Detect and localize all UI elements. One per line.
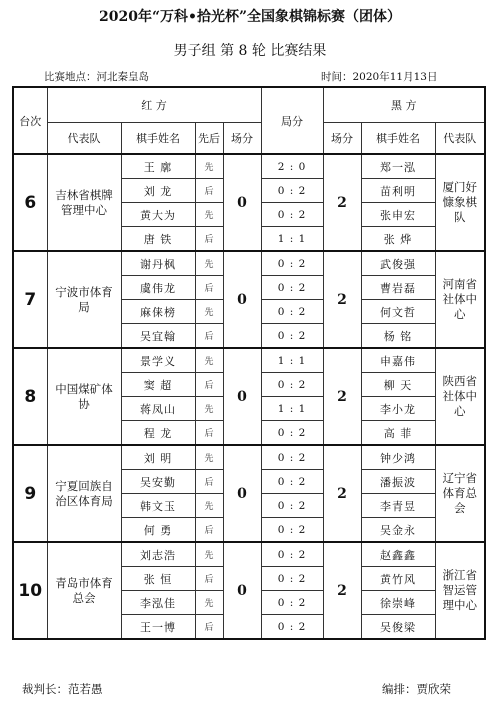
red-player-name: 麻俫榜 — [121, 300, 195, 324]
black-player-name: 高 菲 — [361, 421, 435, 446]
game-score: 0 : 2 — [261, 203, 323, 227]
move-order: 先 — [195, 251, 223, 276]
red-team-name: 宁波市体育局 — [47, 251, 121, 348]
game-score: 0 : 2 — [261, 179, 323, 203]
red-match-points: 0 — [223, 154, 261, 251]
red-team-name: 吉林省棋牌管理中心 — [47, 154, 121, 251]
red-player-name: 何 勇 — [121, 518, 195, 543]
table-number: 6 — [13, 154, 47, 251]
black-team-name: 厦门好慷象棋队 — [435, 154, 485, 251]
game-score: 1 : 1 — [261, 348, 323, 373]
header-black-team: 代表队 — [435, 123, 485, 155]
red-player-name: 刘志浩 — [121, 542, 195, 567]
game-score: 0 : 2 — [261, 324, 323, 349]
move-order: 先 — [195, 203, 223, 227]
game-score: 0 : 2 — [261, 276, 323, 300]
move-order: 先 — [195, 591, 223, 615]
red-player-name: 王 廓 — [121, 154, 195, 179]
move-order: 先 — [195, 397, 223, 421]
black-player-name: 何文哲 — [361, 300, 435, 324]
game-score: 2 : 0 — [261, 154, 323, 179]
black-player-name: 徐崇峰 — [361, 591, 435, 615]
move-order: 先 — [195, 494, 223, 518]
game-score: 0 : 2 — [261, 567, 323, 591]
header-game-score: 局分 — [261, 87, 323, 154]
black-player-name: 李小龙 — [361, 397, 435, 421]
black-player-name: 苗利明 — [361, 179, 435, 203]
table-number: 8 — [13, 348, 47, 445]
black-player-name: 吴金永 — [361, 518, 435, 543]
red-team-name: 中国煤矿体协 — [47, 348, 121, 445]
header-black-points: 场分 — [323, 123, 361, 155]
game-score: 0 : 2 — [261, 518, 323, 543]
move-order: 后 — [195, 227, 223, 252]
red-match-points: 0 — [223, 445, 261, 542]
header-black-side: 黑 方 — [323, 87, 485, 123]
red-player-name: 刘 明 — [121, 445, 195, 470]
header-red-side: 红 方 — [47, 87, 261, 123]
move-order: 后 — [195, 615, 223, 640]
move-order: 先 — [195, 154, 223, 179]
red-player-name: 谢丹枫 — [121, 251, 195, 276]
black-match-points: 2 — [323, 348, 361, 445]
table-number: 10 — [13, 542, 47, 639]
move-order: 先 — [195, 445, 223, 470]
red-player-name: 韩文玉 — [121, 494, 195, 518]
red-player-name: 吴宜翰 — [121, 324, 195, 349]
black-match-points: 2 — [323, 154, 361, 251]
game-score: 0 : 2 — [261, 615, 323, 640]
black-team-name: 陕西省社体中心 — [435, 348, 485, 445]
header-red-player: 棋手姓名 — [121, 123, 195, 155]
move-order: 后 — [195, 470, 223, 494]
red-match-points: 0 — [223, 251, 261, 348]
black-team-name: 河南省社体中心 — [435, 251, 485, 348]
game-score: 0 : 2 — [261, 300, 323, 324]
move-order: 后 — [195, 276, 223, 300]
black-player-name: 李青昱 — [361, 494, 435, 518]
game-score: 0 : 2 — [261, 373, 323, 397]
game-score: 0 : 2 — [261, 470, 323, 494]
move-order: 后 — [195, 421, 223, 446]
header-order: 先后 — [195, 123, 223, 155]
red-player-name: 吴安勤 — [121, 470, 195, 494]
black-player-name: 申嘉伟 — [361, 348, 435, 373]
red-player-name: 景学义 — [121, 348, 195, 373]
table-number: 7 — [13, 251, 47, 348]
black-team-name: 辽宁省体育总会 — [435, 445, 485, 542]
move-order: 后 — [195, 324, 223, 349]
table-number: 9 — [13, 445, 47, 542]
venue-text: 比赛地点：河北秦皇岛 — [44, 71, 149, 83]
red-team-name: 宁夏回族自治区体育局 — [47, 445, 121, 542]
header-red-points: 场分 — [223, 123, 261, 155]
game-score: 0 : 2 — [261, 591, 323, 615]
red-player-name: 虞伟龙 — [121, 276, 195, 300]
black-player-name: 钟少鸿 — [361, 445, 435, 470]
black-player-name: 潘振波 — [361, 470, 435, 494]
results-table — [12, 86, 486, 640]
game-score: 1 : 1 — [261, 397, 323, 421]
game-score: 1 : 1 — [261, 227, 323, 252]
page-title: 2020年“万科•拾光杯”全国象棋锦标赛（团体） — [98, 9, 402, 25]
black-player-name: 曹岩磊 — [361, 276, 435, 300]
header-table-no: 台次 — [13, 87, 47, 154]
move-order: 后 — [195, 373, 223, 397]
red-player-name: 唐 铁 — [121, 227, 195, 252]
move-order: 先 — [195, 542, 223, 567]
move-order: 后 — [195, 567, 223, 591]
game-score: 0 : 2 — [261, 445, 323, 470]
editor-text: 编排：贾欣荣 — [382, 682, 451, 696]
black-team-name: 浙江省智运管理中心 — [435, 542, 485, 639]
red-player-name: 窦 超 — [121, 373, 195, 397]
black-player-name: 郑一泓 — [361, 154, 435, 179]
black-match-points: 2 — [323, 251, 361, 348]
black-player-name: 张 烨 — [361, 227, 435, 252]
referee-text: 裁判长：范若愚 — [22, 682, 103, 696]
black-match-points: 2 — [323, 445, 361, 542]
red-player-name: 刘 龙 — [121, 179, 195, 203]
black-player-name: 黄竹风 — [361, 567, 435, 591]
black-player-name: 柳 天 — [361, 373, 435, 397]
date-text: 时间：2020年11月13日 — [321, 71, 438, 83]
red-player-name: 张 恒 — [121, 567, 195, 591]
red-match-points: 0 — [223, 348, 261, 445]
black-player-name: 张申宏 — [361, 203, 435, 227]
red-player-name: 黄大为 — [121, 203, 195, 227]
black-match-points: 2 — [323, 542, 361, 639]
game-score: 0 : 2 — [261, 542, 323, 567]
move-order: 先 — [195, 348, 223, 373]
red-team-name: 青岛市体育总会 — [47, 542, 121, 639]
black-player-name: 吴俊梁 — [361, 615, 435, 640]
move-order: 先 — [195, 300, 223, 324]
red-player-name: 王一博 — [121, 615, 195, 640]
red-player-name: 李泓佳 — [121, 591, 195, 615]
black-player-name: 杨 铭 — [361, 324, 435, 349]
red-match-points: 0 — [223, 542, 261, 639]
black-player-name: 武俊强 — [361, 251, 435, 276]
round-subtitle: 男子组 第 8 轮 比赛结果 — [173, 43, 327, 59]
red-player-name: 程 龙 — [121, 421, 195, 446]
move-order: 后 — [195, 179, 223, 203]
game-score: 0 : 2 — [261, 421, 323, 446]
header-black-player: 棋手姓名 — [361, 123, 435, 155]
header-red-team: 代表队 — [47, 123, 121, 155]
move-order: 后 — [195, 518, 223, 543]
game-score: 0 : 2 — [261, 251, 323, 276]
black-player-name: 赵鑫鑫 — [361, 542, 435, 567]
game-score: 0 : 2 — [261, 494, 323, 518]
red-player-name: 蒋凤山 — [121, 397, 195, 421]
